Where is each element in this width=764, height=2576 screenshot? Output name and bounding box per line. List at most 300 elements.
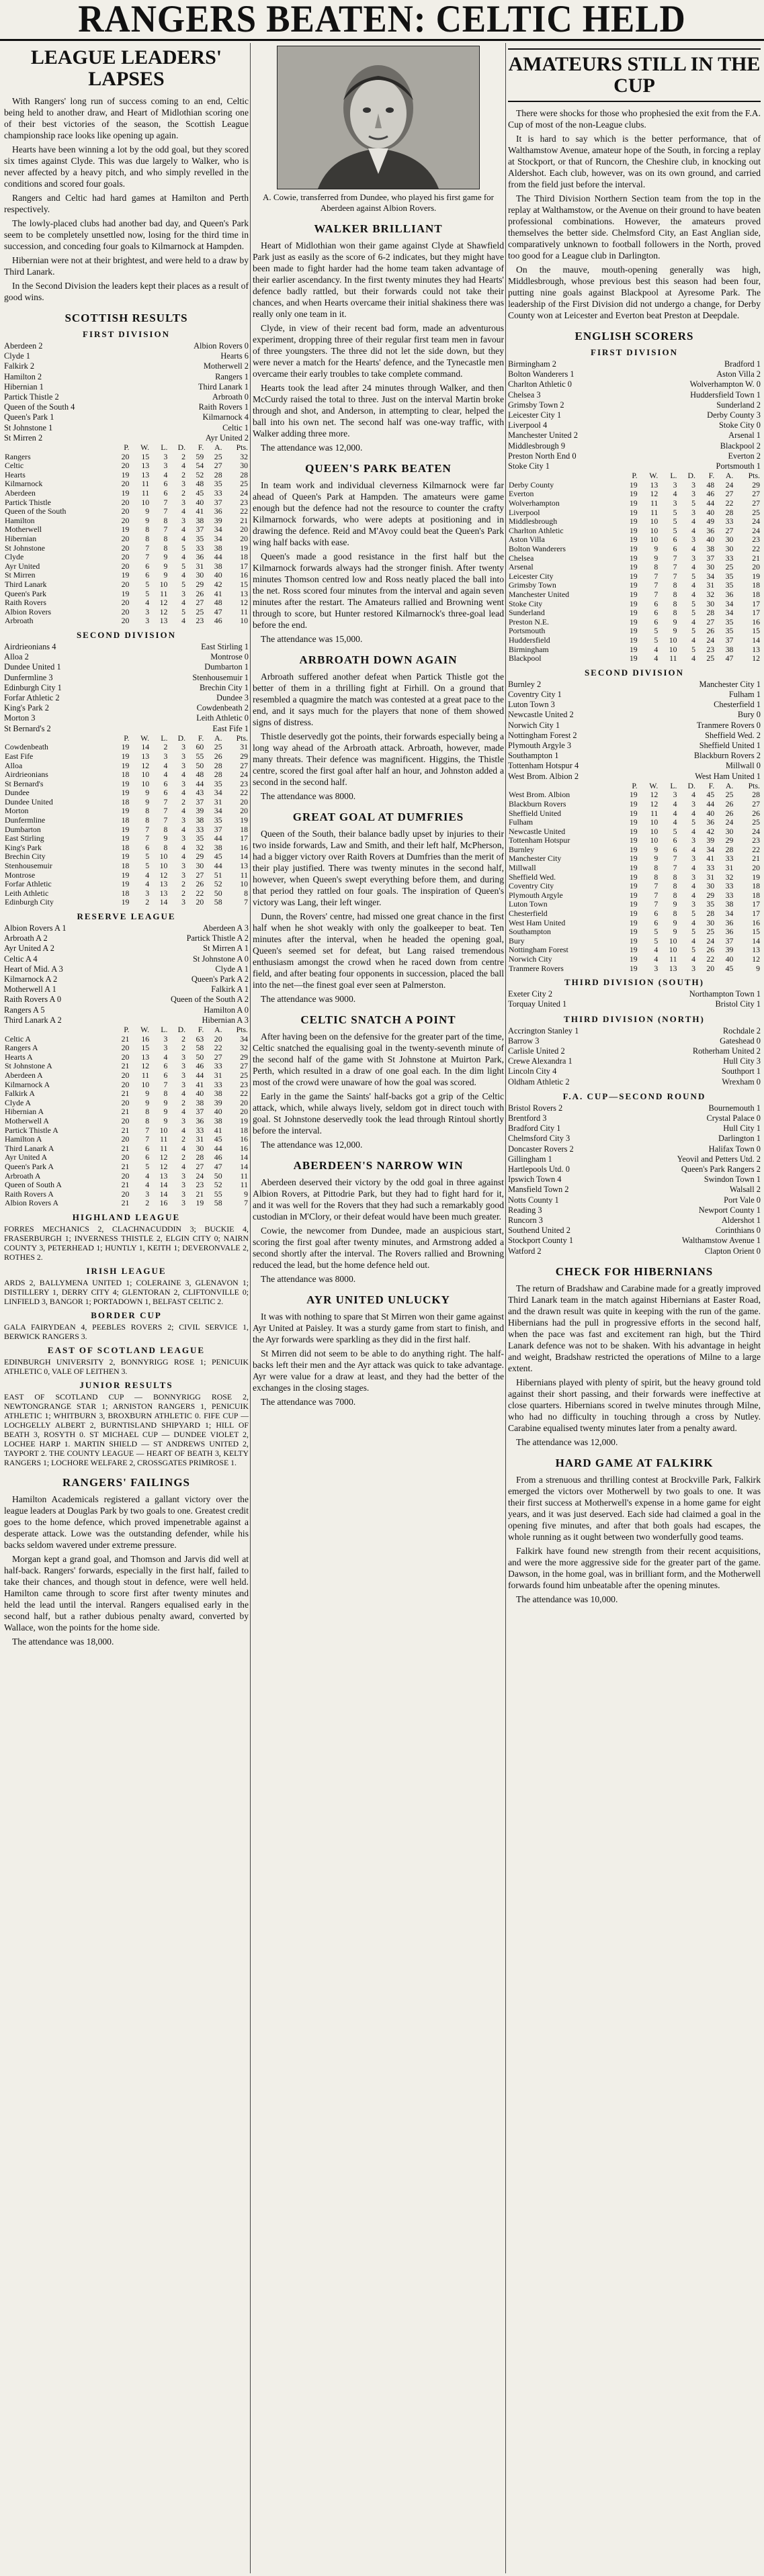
stat-cell: 9 xyxy=(145,506,150,516)
stat-cell: 22 xyxy=(752,543,760,553)
home-team: Stoke City xyxy=(508,461,544,471)
result-row xyxy=(508,1226,761,1236)
stat-cell: 17 xyxy=(752,608,760,618)
away-team-score xyxy=(738,710,761,720)
home-team-score xyxy=(508,721,560,731)
paragraph: Rangers and Celtic had hard games at Hamilton and Perth respectively. xyxy=(4,193,249,214)
team-name: West Ham United xyxy=(509,918,566,927)
away-goals: 2 xyxy=(754,441,761,451)
header-cell xyxy=(508,782,619,791)
away-goals: 0 xyxy=(242,392,249,402)
stat-cell: 13 xyxy=(159,1170,168,1181)
results-list xyxy=(4,341,249,443)
stat-cell: 50 xyxy=(196,760,204,770)
home-goals: 4 xyxy=(550,1066,557,1076)
result-row xyxy=(508,1046,761,1056)
home-team: Luton Town xyxy=(508,700,549,710)
stat-cell: 25 xyxy=(725,562,734,572)
misc-text: EAST OF SCOTLAND CUP — BONNYRIGG ROSE 2, NEWTONGRANGE STAR 1; ARNISTON RANGERS 1, PENICUIK ATHLETIC 1; WHITBURN 3, BROXBURN ATHLETIC 0. FIFE CUP — LOCHGELLY ALBERT 2, BURNTISLAND SHIPYARD 1; HILL OF BEATH 3, ROSYTH 0. ST MICHAEL CUP — DUNDEE VIOLET 2, LOCHEE HARP 1. MARTIN SHIELD — ST ANDREWS UNITED 2, TAYPORT 2. THE COUNTY LEAGUE — HEART OF BEATH 3, KELTY RANGERS 1; LOCHORE WELFARE 2, CROSSGATES PRIMROSE 1. xyxy=(4,1391,249,1467)
team-name: Edinburgh City xyxy=(5,898,54,907)
stat-cell: 22 xyxy=(240,1089,248,1099)
home-team: Hibernian xyxy=(4,381,38,392)
paragraph: Falkirk have found new strength from their recent acquisitions, and were the more aggressive side for the greater part of the game. Dawson, in the home goal, was in brilliant form, and the Motherwell forwards found him unbeatable after the opening minutes. xyxy=(508,1545,761,1590)
team-name: Norwich City xyxy=(509,955,552,964)
table-row xyxy=(4,752,249,762)
stat-cell: 39 xyxy=(706,835,715,845)
away-goals: 2 xyxy=(754,400,761,410)
team-name: Stoke City xyxy=(509,599,543,608)
away-team: Bradford xyxy=(724,359,755,369)
team-name: Wolverhampton xyxy=(509,499,560,508)
home-team-score xyxy=(508,680,541,690)
stat-cell: 7 xyxy=(654,881,659,891)
result-row xyxy=(4,392,249,402)
away-goals: 1 xyxy=(754,389,761,400)
home-team: Gillingham xyxy=(508,1154,546,1164)
stat-cell: 3 xyxy=(673,479,677,490)
team-name: Plymouth Argyle xyxy=(509,890,563,900)
stat-cell: 12 xyxy=(650,798,659,809)
stat-cell: 5 xyxy=(181,561,186,571)
stat-cell: 8 xyxy=(145,815,150,825)
stat-cell: 22 xyxy=(706,954,715,964)
stat-cell: 4 xyxy=(673,817,677,827)
article-headline: AMATEURS STILL IN THE CUP xyxy=(508,53,761,97)
stat-cell: 20 xyxy=(121,552,130,562)
stat-cell: 11 xyxy=(141,1070,150,1080)
stat-cell: 12 xyxy=(141,1061,150,1071)
stat-cell: 27 xyxy=(752,498,760,508)
story-headline: ARBROATH DOWN AGAIN xyxy=(299,653,458,666)
home-team-score xyxy=(4,944,54,954)
home-team: Queen's Park xyxy=(4,412,48,422)
stat-cell: 3 xyxy=(181,1180,186,1190)
result-row xyxy=(4,683,249,693)
team-name: Aberdeen A xyxy=(5,1071,43,1080)
stat-cell: 3 xyxy=(181,760,186,770)
paragraph: The attendance was 8000. xyxy=(261,791,356,801)
result-row xyxy=(4,341,249,351)
team-name: Partick Thistle A xyxy=(5,1125,58,1135)
result-row xyxy=(508,989,761,999)
table-header xyxy=(508,471,761,481)
paragraph: On the mauve, mouth-opening generally was high, Middlesbrough, whose previous best this season had been four, putting nine goals against Blackpool at Ayresome Park. The leadership of the First Division did not undergo a change, for Derby County won at Leicester and Everton beat Preston at Deepdale. xyxy=(508,265,761,320)
table-row xyxy=(4,1071,249,1080)
team-name: Aston Villa xyxy=(509,535,545,545)
away-goals: 0 xyxy=(754,710,761,720)
away-team-score xyxy=(716,999,761,1009)
stat-cell: 48 xyxy=(214,598,222,608)
stat-cell: 24 xyxy=(725,479,734,490)
home-goals: 2 xyxy=(48,944,54,954)
result-row xyxy=(4,652,249,662)
masthead-title: RANGERS BEATEN: CELTIC HELD xyxy=(78,0,686,40)
stat-cell: 36 xyxy=(196,552,204,562)
home-team-score xyxy=(508,379,572,389)
stat-cell: 4 xyxy=(145,870,150,880)
away-goals: 2 xyxy=(754,1046,761,1056)
result-row xyxy=(508,359,761,369)
away-goals: 2 xyxy=(242,703,249,713)
results-list xyxy=(508,680,761,782)
away-goals: 0 xyxy=(754,1226,761,1236)
league-table xyxy=(4,1025,249,1208)
team-name: Southampton xyxy=(509,927,551,937)
stat-cell: 24 xyxy=(752,516,760,526)
result-row xyxy=(508,999,761,1009)
home-team: Bristol Rovers xyxy=(508,1103,556,1113)
home-team: Chelsea xyxy=(508,389,535,400)
home-goals: 2 xyxy=(567,710,574,720)
stat-cell: 27 xyxy=(196,1161,204,1171)
stat-cell: 5 xyxy=(691,598,695,608)
team-name: Chesterfield xyxy=(509,909,548,919)
team-name: Celtic xyxy=(5,461,24,471)
header-cell: Pts. xyxy=(748,471,760,481)
away-goals: 2 xyxy=(754,451,761,461)
stat-cell: 2 xyxy=(181,1152,186,1162)
stat-cell: 38 xyxy=(214,1115,222,1125)
stat-cell: 10 xyxy=(240,879,248,889)
stat-cell: 26 xyxy=(214,751,222,761)
home-team: Celtic A xyxy=(4,954,32,964)
stat-cell: 8 xyxy=(673,890,677,900)
paragraph: The return of Bradshaw and Carabine made for a greatly improved Third Lanark team in the match against Hibernians at Easter Road, and the drawn result was quite in keeping with the run of the game. Hibernians had the pull in progressive efforts in the second half, when the pace was fast and excitement ran high, but the Third Lanark defence was not to be shaken. With his advantage in height and weight, Bradshaw restricted the operations of Milne to a large extent. xyxy=(508,1283,761,1373)
stat-cell: 3 xyxy=(691,854,695,864)
home-goals: 1 xyxy=(48,412,54,422)
stat-cell: 5 xyxy=(145,852,150,862)
stat-cell: 19 xyxy=(629,626,638,636)
away-team: Celtic xyxy=(222,422,243,432)
home-team-score xyxy=(4,954,38,964)
stat-cell: 4 xyxy=(181,616,186,626)
stat-cell: 4 xyxy=(691,562,695,572)
result-row xyxy=(508,751,761,761)
stat-cell: 10 xyxy=(650,535,659,545)
result-row xyxy=(508,772,761,782)
away-team-score xyxy=(210,652,249,662)
team-name: Raith Rovers A xyxy=(5,1189,54,1199)
stat-cell: 10 xyxy=(650,525,659,535)
stat-cell: 4 xyxy=(691,580,695,590)
stat-cell: 19 xyxy=(629,881,638,891)
stat-cell: 40 xyxy=(196,1089,204,1099)
team-name: Derby County xyxy=(509,480,554,490)
stat-cell: 4 xyxy=(181,1089,186,1099)
team-name: Manchester United xyxy=(509,590,570,599)
stat-cell: 6 xyxy=(163,488,168,498)
stat-cell: 29 xyxy=(240,751,248,761)
home-team: Third Lanark A xyxy=(4,1015,56,1025)
stat-cell: 7 xyxy=(163,806,168,816)
away-team: Raith Rovers xyxy=(198,402,243,412)
home-goals: 2 xyxy=(22,652,29,662)
stat-cell: 19 xyxy=(121,833,130,843)
stat-cell: 3 xyxy=(145,616,150,626)
home-goals: 2 xyxy=(36,341,43,351)
home-team: Alloa xyxy=(4,652,23,662)
away-team: Blackburn Rovers xyxy=(693,751,755,761)
away-team-score xyxy=(222,423,249,433)
results-title: SCOTTISH RESULTS xyxy=(65,312,188,324)
result-row xyxy=(4,995,249,1005)
away-goals: 3 xyxy=(242,1015,249,1025)
stat-cell: 23 xyxy=(240,497,248,507)
stat-cell: 28 xyxy=(725,844,734,854)
home-goals: 1 xyxy=(60,923,67,933)
stat-cell: 48 xyxy=(196,770,204,780)
result-row xyxy=(4,933,249,944)
away-team: Sunderland xyxy=(716,400,755,410)
stat-cell: 6 xyxy=(163,1070,168,1080)
photo-caption: A. Cowie, transferred from Dundee, who played his first game for Aberdeen against Albion Rovers. xyxy=(262,192,495,213)
home-team: Kilmarnock A xyxy=(4,974,51,984)
result-row xyxy=(508,420,761,430)
home-goals: 2 xyxy=(35,371,42,381)
stat-cell: 16 xyxy=(240,570,248,580)
away-goals: 2 xyxy=(754,1154,761,1164)
away-goals: 0 xyxy=(754,761,761,771)
stat-cell: 8 xyxy=(163,543,168,553)
away-team-score xyxy=(722,1215,761,1226)
stat-cell: 17 xyxy=(752,598,760,608)
header-cell: A. xyxy=(725,471,734,481)
table-row xyxy=(508,636,761,645)
home-team: Leicester City xyxy=(508,410,555,420)
stat-cell: 29 xyxy=(240,1052,248,1062)
away-goals: 2 xyxy=(242,995,249,1005)
stat-cell: 4 xyxy=(163,1052,168,1062)
away-team-score xyxy=(730,1185,761,1195)
away-team: Partick Thistle A xyxy=(186,933,243,944)
stat-cell: 46 xyxy=(214,616,222,626)
stat-cell: 22 xyxy=(240,506,248,516)
team-name: Huddersfield xyxy=(509,635,550,645)
away-goals: 2 xyxy=(242,361,249,371)
stat-cell: 8 xyxy=(163,515,168,525)
stat-cell: 44 xyxy=(706,498,715,508)
stat-cell: 33 xyxy=(725,553,734,563)
stat-cell: 10 xyxy=(650,826,659,836)
stat-cell: 24 xyxy=(725,817,734,827)
table-row xyxy=(508,964,761,974)
paragraph: Hearts have been winning a lot by the odd goal, but they scored six times against Clyde. This was due largely to Walker, who is never affected by a heavy pitch, and who simply revelled in the conditions and scored four goals. xyxy=(4,144,249,189)
team-name: Aberdeen xyxy=(5,489,36,498)
stat-cell: 10 xyxy=(141,1079,150,1089)
stat-cell: 10 xyxy=(240,616,248,626)
paragraph: The attendance was 7000. xyxy=(261,1397,356,1407)
stat-cell: 44 xyxy=(706,798,715,809)
result-row xyxy=(4,402,249,412)
stat-cell: 19 xyxy=(629,580,638,590)
stat-cell: 19 xyxy=(629,790,638,800)
team-name: Dumbarton xyxy=(5,825,41,834)
column-rule xyxy=(505,43,506,2573)
table-row xyxy=(4,498,249,508)
stat-cell: 21 xyxy=(240,515,248,525)
stat-cell: 4 xyxy=(691,525,695,535)
stat-cell: 43 xyxy=(196,788,204,798)
stat-cell: 19 xyxy=(629,489,638,499)
away-team: Tranmere Rovers xyxy=(696,720,755,730)
stat-cell: 19 xyxy=(121,788,130,798)
team-name: Everton xyxy=(509,490,534,499)
away-team-score xyxy=(723,1026,761,1036)
header-cell: P. xyxy=(124,1025,130,1035)
away-team: Millwall xyxy=(726,761,755,771)
stat-cell: 7 xyxy=(654,899,659,909)
stat-cell: 8 xyxy=(673,881,677,891)
away-team: Manchester City xyxy=(699,679,755,689)
table-row xyxy=(508,481,761,490)
team-name: East Stirling xyxy=(5,834,44,843)
team-name: Cowdenbeath xyxy=(5,743,48,752)
home-team: Ayr United A xyxy=(4,944,48,954)
home-team: Southend United xyxy=(508,1226,564,1236)
home-team-score xyxy=(508,420,547,430)
away-team-score xyxy=(720,1036,761,1046)
stat-cell: 4 xyxy=(181,788,186,798)
away-goals: 1 xyxy=(754,771,761,781)
stat-cell: 19 xyxy=(121,778,130,788)
away-team: Arsenal xyxy=(728,430,755,441)
stat-cell: 33 xyxy=(196,824,204,834)
table-row xyxy=(4,762,249,771)
stat-cell: 34 xyxy=(706,844,715,854)
home-team: Stockport County xyxy=(508,1236,567,1246)
stat-cell: 14 xyxy=(159,1180,168,1190)
stat-cell: 20 xyxy=(121,1189,130,1199)
table-row xyxy=(4,590,249,599)
stat-cell: 41 xyxy=(214,588,222,598)
table-row xyxy=(4,1162,249,1172)
division-heading: RESERVE LEAGUE xyxy=(77,911,176,922)
team-name: Alloa xyxy=(5,761,23,770)
team-name: Hibernian A xyxy=(5,1107,44,1117)
stat-cell: 5 xyxy=(181,579,186,589)
stat-cell: 26 xyxy=(725,798,734,809)
stat-cell: 27 xyxy=(240,1061,248,1071)
header-cell: A. xyxy=(214,443,222,453)
stat-cell: 23 xyxy=(196,616,204,626)
paragraph: There were shocks for those who prophesied the exit from the F.A. Cup of most of the non-League clubs. xyxy=(508,108,761,130)
stat-cell: 2 xyxy=(181,469,186,479)
stat-cell: 2 xyxy=(181,879,186,889)
home-goals: 0 xyxy=(570,451,577,461)
home-team-score xyxy=(508,441,565,451)
division-heading: THIRD DIVISION (SOUTH) xyxy=(564,977,704,988)
home-team-score xyxy=(508,1154,552,1164)
story-headline: AYR UNITED UNLUCKY xyxy=(306,1293,450,1306)
stat-cell: 3 xyxy=(163,1043,168,1053)
table-row xyxy=(4,507,249,516)
home-goals: 3 xyxy=(536,1215,543,1226)
away-team-score xyxy=(729,690,761,700)
home-team: Partick Thistle xyxy=(4,392,53,402)
header-cell: W. xyxy=(649,780,659,790)
away-goals: 3 xyxy=(754,410,761,420)
stat-cell: 5 xyxy=(145,1161,150,1171)
division-heading: SECOND DIVISION xyxy=(584,667,685,678)
table-row xyxy=(508,654,761,663)
away-team: Aberdeen A xyxy=(202,923,243,933)
result-row xyxy=(508,1205,761,1215)
away-goals: 2 xyxy=(242,974,249,984)
home-goals: 2 xyxy=(563,1076,570,1087)
away-team-score xyxy=(196,713,249,723)
stat-cell: 38 xyxy=(196,515,204,525)
table-row xyxy=(4,871,249,880)
team-name: St Johnstone xyxy=(5,543,45,553)
stat-cell: 7 xyxy=(654,580,659,590)
stat-cell: 12 xyxy=(752,653,760,663)
away-team-score xyxy=(694,751,761,761)
stat-cell: 31 xyxy=(214,1070,222,1080)
home-goals: 2 xyxy=(564,1226,570,1236)
stat-cell: 52 xyxy=(214,1180,222,1190)
home-team-score xyxy=(508,461,550,471)
stat-cell: 30 xyxy=(706,598,715,608)
misc-heading: HIGHLAND LEAGUE xyxy=(72,1211,181,1222)
result-row xyxy=(508,1236,761,1246)
stat-cell: 38 xyxy=(214,1089,222,1099)
article-body xyxy=(508,1474,761,1605)
team-name: Dunfermline xyxy=(5,816,46,825)
home-team-score xyxy=(508,1077,570,1087)
away-goals: 2 xyxy=(754,751,761,761)
stat-cell: 3 xyxy=(145,1189,150,1199)
team-name: Dundee United xyxy=(5,797,53,807)
home-team-score xyxy=(508,400,564,410)
stat-cell: 7 xyxy=(654,589,659,599)
stat-cell: 4 xyxy=(181,806,186,816)
stat-cell: 5 xyxy=(673,525,677,535)
away-team-score xyxy=(716,369,761,379)
stat-cell: 4 xyxy=(691,808,695,818)
away-team-score xyxy=(211,984,249,995)
stat-cell: 58 xyxy=(196,1043,204,1053)
stat-cell: 4 xyxy=(691,826,695,836)
stat-cell: 18 xyxy=(752,580,760,590)
result-row xyxy=(508,731,761,741)
team-name: Rangers xyxy=(5,452,31,461)
stat-cell: 18 xyxy=(121,842,130,852)
away-team-score xyxy=(690,390,761,400)
stat-cell: 19 xyxy=(629,872,638,882)
stat-cell: 19 xyxy=(121,588,130,598)
stat-cell: 6 xyxy=(654,608,659,618)
away-team-score xyxy=(203,412,249,422)
away-goals: 2 xyxy=(754,1164,761,1175)
paragraph: The attendance was 8000. xyxy=(261,1274,356,1284)
home-goals: 3 xyxy=(534,389,541,400)
stat-cell: 22 xyxy=(196,888,204,898)
league-table xyxy=(4,734,249,907)
stat-cell: 48 xyxy=(196,479,204,489)
stat-cell: 8 xyxy=(673,598,677,608)
stat-cell: 3 xyxy=(654,963,659,973)
stat-cell: 19 xyxy=(752,571,760,581)
stat-cell: 9 xyxy=(654,844,659,854)
stat-cell: 26 xyxy=(706,945,715,955)
team-name: Coventry City xyxy=(509,882,554,891)
table-row xyxy=(4,1062,249,1071)
result-row xyxy=(508,1215,761,1226)
home-goals: 2 xyxy=(28,361,35,371)
result-row xyxy=(508,700,761,710)
misc-text: FORRES MECHANICS 2, CLACHNACUDDIN 3; BUCKIE 4, FRASERBURGH 1; INVERNESS THISTLE 2, ELGIN CITY 0; NAIRN COUNTY 3, PETERHEAD 1; HUNTLY 1, KEITH 1; DEVERONVALE 2, ROTHES 2. xyxy=(4,1224,249,1262)
result-row xyxy=(508,441,761,451)
